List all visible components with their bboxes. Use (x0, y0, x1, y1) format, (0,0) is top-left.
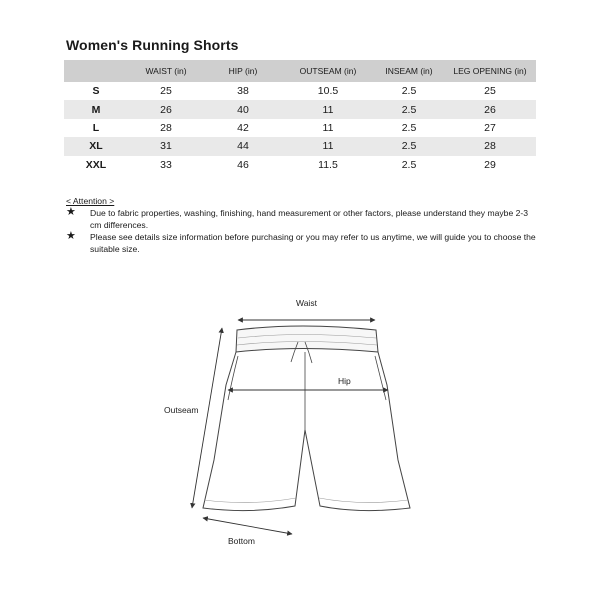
table-cell: 11 (322, 121, 334, 134)
table-cell: 2.5 (401, 85, 417, 98)
page-title: Women's Running Shorts (66, 37, 239, 53)
table-cell: 2.5 (401, 158, 417, 171)
star-icon: ★ (66, 206, 76, 218)
header-cell: WAIST (in) (128, 60, 204, 82)
table-cell: 44 (204, 137, 282, 155)
header-cell: HIP (in) (204, 60, 282, 82)
table-cell: 31 (128, 137, 204, 155)
attention-heading: < Attention > (66, 196, 115, 206)
bottom-arrow (203, 518, 292, 534)
header-cell: OUTSEAM (in) (282, 60, 374, 82)
table-cell: 28 (160, 121, 172, 134)
shorts-illustration (203, 326, 410, 511)
attention-note-text: Please see details size information before purchasing or you may refer to us anytime, we will guide you to choose the suitable size. (90, 232, 536, 254)
star-icon: ★ (66, 230, 76, 242)
outseam-label: Outseam (164, 405, 199, 415)
header-cell: INSEAM (in) (374, 60, 444, 82)
size-cell: XXL (85, 158, 107, 171)
size-cell: M (64, 100, 128, 118)
header-cell: LEG OPENING (in) (444, 60, 536, 82)
table-cell: 26 (128, 100, 204, 118)
table-cell: 29 (484, 158, 496, 171)
table-cell: 11.5 (318, 158, 338, 171)
table-cell: 2.5 (374, 100, 444, 118)
table-cell: 42 (237, 121, 249, 134)
attention-note-text: Due to fabric properties, washing, finishing, hand measurement or other factors, please understand they maybe 2-3 cm differences. (90, 208, 529, 230)
table-cell: 38 (237, 85, 249, 98)
table-cell: 46 (237, 158, 249, 171)
table-cell: 33 (160, 158, 172, 171)
table-cell: 11 (282, 100, 374, 118)
outseam-arrow (192, 328, 222, 508)
size-cell: XL (64, 137, 128, 155)
table-cell: 28 (444, 137, 536, 155)
table-cell: 25 (160, 85, 172, 98)
table-cell: 2.5 (401, 121, 417, 134)
table-cell: 40 (204, 100, 282, 118)
table-cell: 10.5 (317, 85, 339, 98)
table-cell: 27 (484, 121, 496, 134)
bottom-label: Bottom (228, 536, 255, 546)
table-cell: 2.5 (374, 137, 444, 155)
size-cell: S (92, 85, 100, 98)
hip-label: Hip (338, 376, 351, 386)
table-cell: 11 (282, 137, 374, 155)
waist-label: Waist (296, 298, 317, 308)
size-cell: L (92, 121, 100, 134)
table-cell: 26 (444, 100, 536, 118)
table-cell: 25 (484, 85, 496, 98)
